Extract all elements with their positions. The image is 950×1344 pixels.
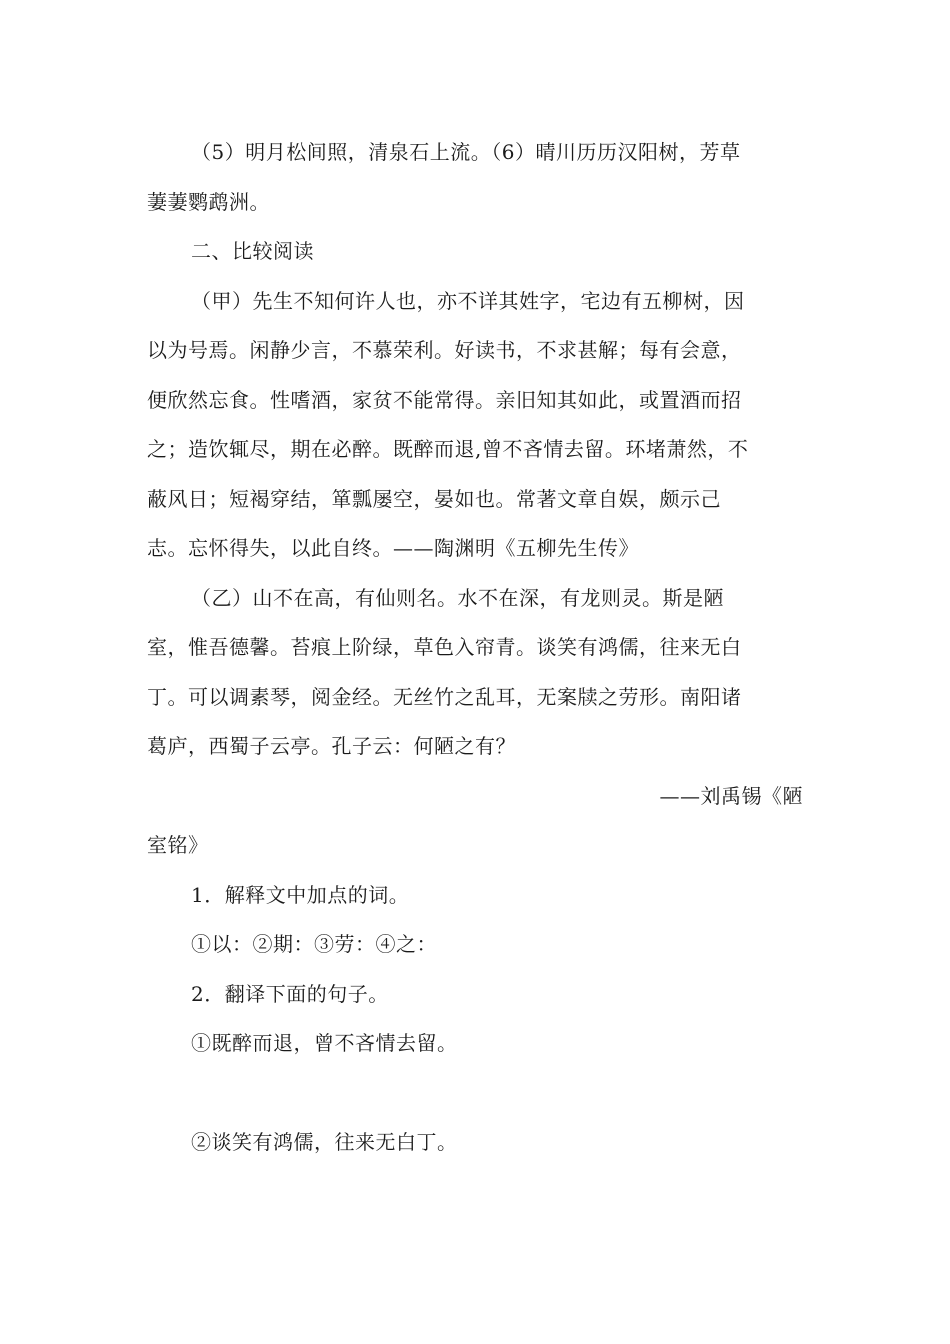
passage-b-line-3: 丁。可以调素琴，阅金经。无丝竹之乱耳，无案牍之劳形。南阳诸 [147, 684, 742, 709]
passage-a-line-5: 蔽风日；短褐穿结，箪瓢屡空，晏如也。常著文章自娱，颇示己 [147, 486, 721, 511]
question-1-items: ①以：②期：③劳：④之： [191, 932, 437, 956]
passage-b-attribution-cont: 室铭》 [147, 833, 209, 857]
question-2: 2．翻译下面的句子。 [191, 981, 389, 1006]
passage-a-line-2: 以为号焉。闲静少言，不慕荣利。好读书，不求甚解；每有会意， [147, 338, 742, 362]
passage-b-line-1: （乙）山不在高，有仙则名。水不在深，有龙则灵。斯是陋 [191, 585, 724, 610]
passage-a-line-6: 志。忘怀得失，以此自终。——陶渊明《五柳先生传》 [147, 536, 639, 560]
text-line-2: 萋萋鹦鹉洲。 [147, 189, 270, 214]
passage-b-line-2: 室，惟吾德馨。苔痕上阶绿，草色入帘青。谈笑有鸿儒，往来无白 [147, 635, 742, 659]
document-body [147, 128, 807, 1168]
question-2-item-1: ①既醉而退，曾不吝情去留。 [191, 1031, 458, 1055]
answer-blank [147, 1069, 807, 1119]
passage-a-line-1: （甲）先生不知何许人也，亦不详其姓字，宅边有五柳树，因 [191, 288, 745, 313]
question-1: 1．解释文中加点的词。 [191, 882, 410, 907]
question-2-item-2: ②谈笑有鸿儒，往来无白丁。 [191, 1130, 458, 1154]
passage-a-line-3: 便欣然忘食。性嗜酒，家贫不能常得。亲旧知其如此，或置酒而招 [147, 387, 742, 412]
section-heading: 二、比较阅读 [191, 239, 314, 263]
text-line-1: （5）明月松间照，清泉石上流。（6）晴川历历汉阳树，芳草 [191, 140, 741, 164]
passage-b-line-4: 葛庐，西蜀子云亭。孔子云：何陋之有？ [147, 734, 516, 758]
passage-b-attribution: ——刘禹锡《陋 [659, 783, 803, 808]
passage-a-line-4: 之；造饮辄尽，期在必醉。既醉而退,曾不吝情去留。环堵萧然，不 [147, 437, 749, 461]
